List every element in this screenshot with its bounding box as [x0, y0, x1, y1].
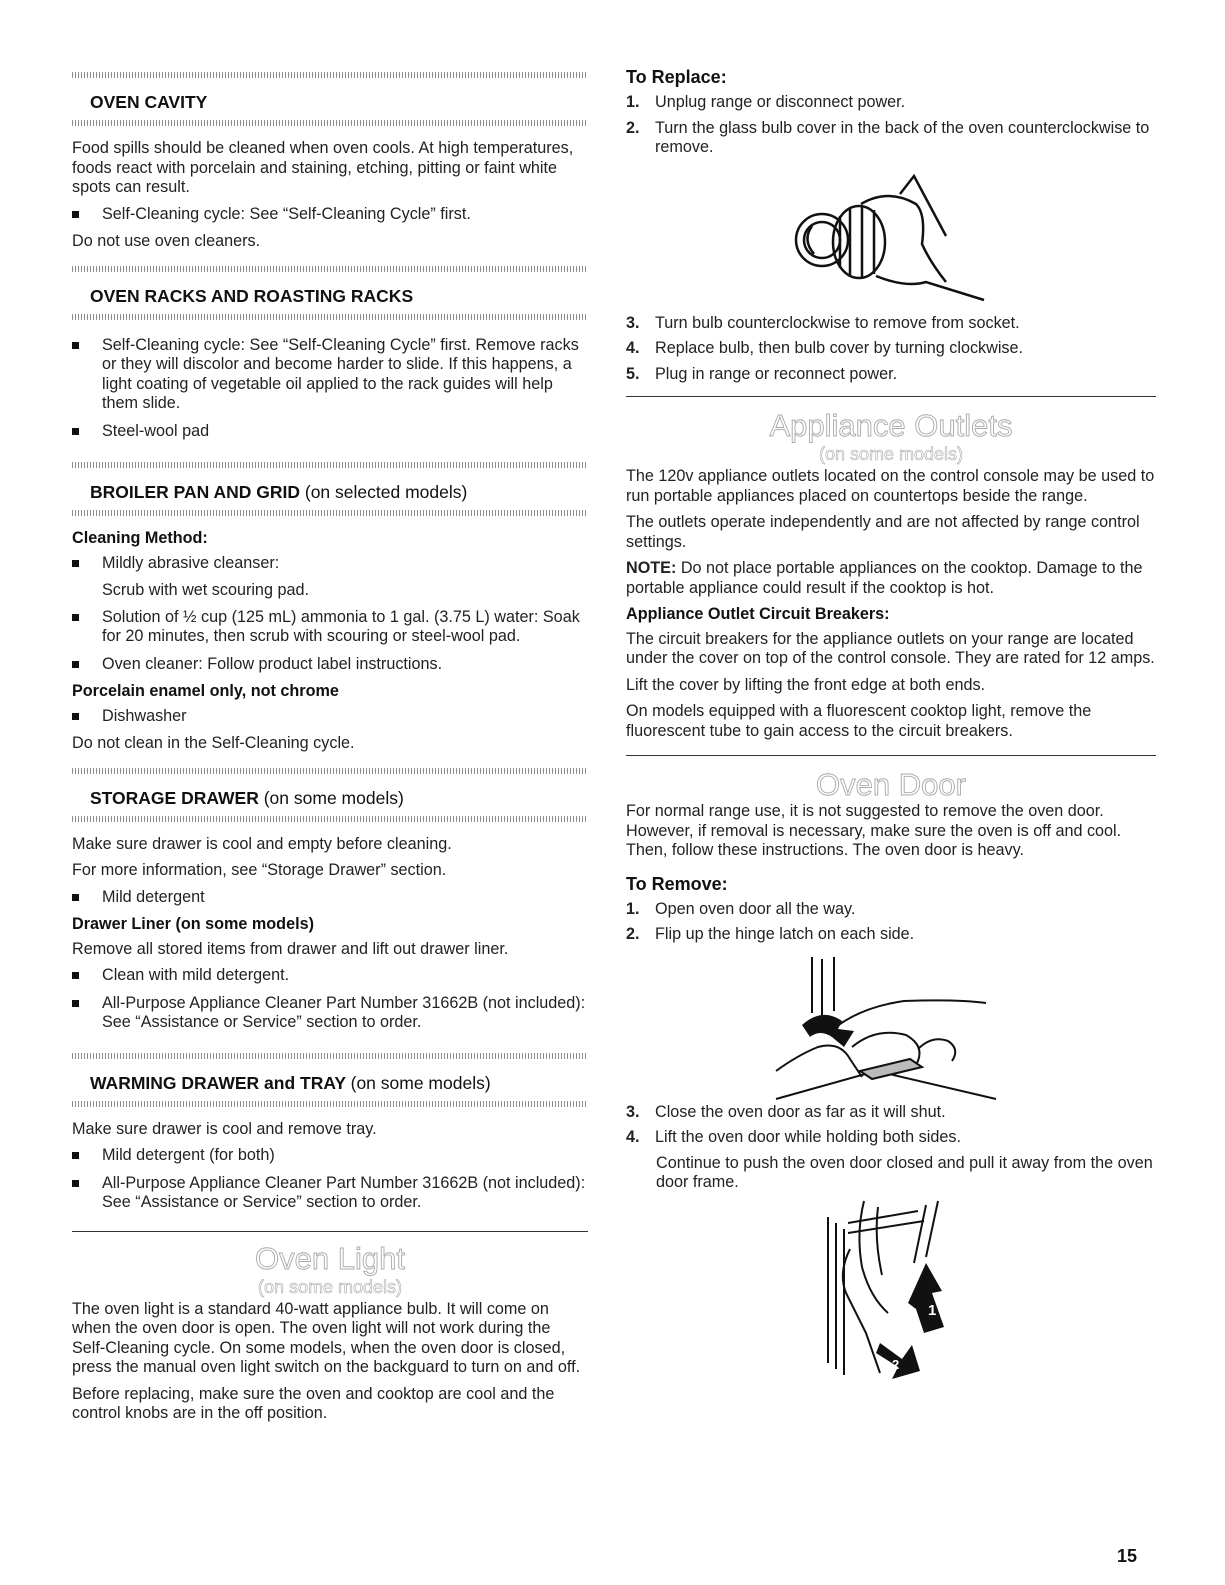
list-item: Clean with mild detergent.	[72, 966, 588, 986]
step-item: 1. Open oven door all the way.	[626, 899, 856, 918]
outlets-text: The circuit breakers for the appliance outlets on your range are located under the cover on top of the control console. They are rated for 12 amps.	[626, 629, 1155, 667]
storage-drawer-heading: STORAGE DRAWER (on some models)	[90, 787, 404, 808]
to-replace-heading: To Replace:	[626, 67, 727, 87]
outlets-text: The 120v appliance outlets located on the control console may be used to run portable appliances placed on countertops beside the range.	[626, 467, 1155, 505]
oven-door-title: Oven Door	[816, 767, 966, 802]
storage-text: For more information, see “Storage Drawer” section.	[72, 861, 447, 879]
step-item: 2. Turn the glass bulb cover in the back of the oven counterclockwise to remove.	[626, 118, 1150, 156]
page-number: 15	[1117, 1546, 1138, 1566]
oven-cavity-heading: OVEN CAVITY	[90, 92, 208, 112]
list-item: Oven cleaner: Follow product label instructions.	[72, 655, 588, 675]
step-item: 1. Unplug range or disconnect power.	[626, 93, 906, 111]
oven-light-text: The oven light is a standard 40-watt appliance bulb. It will come on when the oven door is open. The oven light will not work during the Self-Cleaning cycle. On some models, when the oven door is closed, press the manual oven light switch on the backguard to turn on and off.	[72, 1299, 581, 1376]
oven-light-title: Oven Light	[255, 1240, 405, 1276]
step-item: 4. Lift the oven door while holding both sides.	[626, 1128, 961, 1146]
outlets-note: NOTE: Do not place portable appliances on the cooktop. Damage to the portable appliance could result if the cooktop is hot.	[626, 559, 1143, 597]
appliance-outlets-subtitle: (on some models)	[818, 444, 964, 464]
list-item: All-Purpose Appliance Cleaner Part Number 31662B (not included): See “Assistance or Service” section to order.	[72, 994, 588, 1033]
list-item: Self-Cleaning cycle: See “Self-Cleaning Cycle” first. Remove racks or they will discolor and become harder to slide. If this happens, a light coating of vegetable oil applied to the rack guides will help them slide.	[72, 336, 588, 414]
outlets-text: Lift the cover by lifting the front edge at both ends.	[626, 675, 986, 694]
step-item: 2. Flip up the hinge latch on each side.	[626, 925, 915, 943]
storage-text: Remove all stored items from drawer and lift out drawer liner.	[72, 939, 509, 958]
to-remove-heading: To Remove:	[626, 873, 728, 894]
outlets-text: The outlets operate independently and are not affected by range control settings.	[626, 513, 1140, 551]
right-column	[626, 0, 1156, 1383]
storage-text: Make sure drawer is cool and empty before cleaning.	[72, 834, 452, 853]
oven-cavity-note: Do not use oven cleaners.	[72, 232, 261, 250]
step-item: 3. Turn bulb counterclockwise to remove from socket.	[626, 313, 1020, 332]
oven-door-text: For normal range use, it is not suggested to remove the oven door. However, if removal is necessary, make sure the oven is off and cool. Then, follow these instructions. The oven door is heavy.	[626, 802, 1122, 859]
list-item: All-Purpose Appliance Cleaner Part Number 31662B (not included): See “Assistance or Service” section to order.	[72, 1174, 588, 1213]
list-item: Dishwasher	[72, 707, 588, 727]
step-item: 5. Plug in range or reconnect power.	[626, 364, 898, 383]
drawer-liner-label: Drawer Liner (on some models)	[72, 915, 314, 933]
list-item: Mildly abrasive cleanser:	[72, 554, 588, 574]
list-item: Solution of ½ cup (125 mL) ammonia to 1 gal. (3.75 L) water: Soak for 20 minutes, then scrub with scouring or steel-wool pad.	[72, 608, 588, 647]
figure-label: 2	[892, 1356, 900, 1372]
warming-drawer-heading: WARMING DRAWER and TRAY (on some models)	[90, 1072, 491, 1093]
warming-text: Make sure drawer is cool and remove tray.	[72, 1119, 377, 1138]
list-item: Mild detergent	[72, 888, 588, 908]
list-item: Steel-wool pad	[72, 422, 588, 442]
step-detail: Continue to push the oven door closed and pull it away from the oven door frame.	[656, 1153, 1153, 1191]
list-item: Self-Cleaning cycle: See “Self-Cleaning Cycle” first.	[72, 205, 588, 225]
porcelain-label: Porcelain enamel only, not chrome	[72, 682, 339, 700]
broiler-note: Do not clean in the Self-Cleaning cycle.	[72, 734, 355, 752]
oven-light-text: Before replacing, make sure the oven and cooktop are cool and the control knobs are in the off position.	[72, 1384, 555, 1422]
hinge-latch-illustration	[626, 951, 1156, 1103]
oven-cavity-text: Food spills should be cleaned when oven cools. At high temperatures, foods react with porcelain and staining, etching, pitting or faint white spots can result.	[72, 139, 574, 196]
door-removal-illustration	[626, 1193, 1156, 1383]
oven-light-subtitle: (on some models)	[257, 1276, 403, 1297]
figure-label: 1	[928, 1301, 937, 1319]
list-item-detail: Scrub with wet scouring pad.	[102, 581, 309, 599]
outlets-text: On models equipped with a fluorescent cooktop light, remove the fluorescent tube to gain access to the circuit breakers.	[626, 702, 1092, 740]
appliance-outlets-title: Appliance Outlets	[769, 408, 1013, 443]
cleaning-method-label: Cleaning Method:	[72, 529, 208, 547]
circuit-breakers-label: Appliance Outlet Circuit Breakers:	[626, 605, 890, 623]
step-item: 3. Close the oven door as far as it will shut.	[626, 1102, 946, 1121]
left-column	[72, 0, 588, 1424]
list-item: Mild detergent (for both)	[72, 1146, 588, 1166]
broiler-heading: BROILER PAN AND GRID (on selected models)	[90, 482, 468, 502]
bulb-cover-illustration	[626, 164, 1156, 314]
step-item: 4. Replace bulb, then bulb cover by turning clockwise.	[626, 339, 1024, 357]
oven-racks-heading: OVEN RACKS AND ROASTING RACKS	[90, 285, 414, 306]
